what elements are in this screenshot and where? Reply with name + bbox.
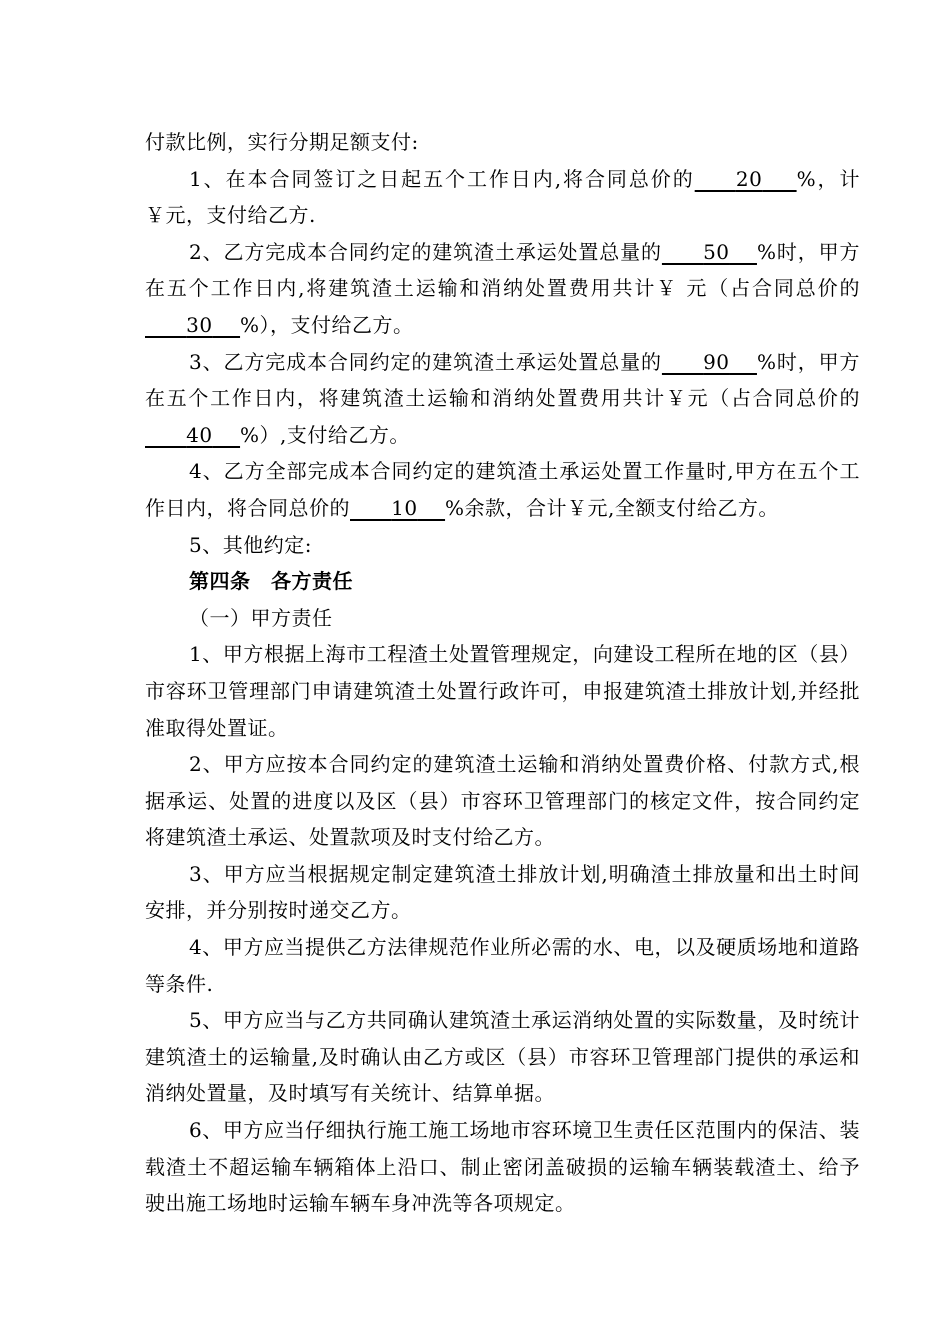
payment-item-4: [145, 453, 860, 526]
payment-item-1-text: 1、在本合同签订之日起五个工作日内,将合同总价的: [189, 166, 695, 191]
payment-item-2: [145, 234, 860, 344]
payment-item-4-text: 4、乙方全部完成本合同约定的建筑渣土承运处置工作量时,甲方在五个工作日内，将合同总价的: [145, 459, 860, 520]
payment-item-2-share: 30: [186, 312, 213, 337]
article-heading: 第四条 各方责任: [189, 569, 353, 594]
duty-item-5: 5、甲方应当与乙方共同确认建筑渣土承运消纳处置的实际数量，及时统计建筑渣土的运输量,及时确认由乙方或区（县）市容环卫管理部门提供的承运和消纳处置量，及时填写有关统计、结算单据。: [145, 1008, 860, 1106]
payment-item-1-tail: %，计￥元，支付给乙方.: [145, 166, 860, 228]
payment-item-3-share: 40: [186, 422, 213, 447]
duty-item-1: 1、甲方根据上海市工程渣土处置管理规定，向建设工程所在地的区（县）市容环卫管理部门申请建筑渣土处置行政许可，申报建筑渣土排放计划,并经批准取得处置证。: [145, 642, 860, 740]
payment-item-4-percent: 10: [391, 495, 418, 520]
duty-item-6: 6、甲方应当仔细执行施工施工场地市容环境卫生责任区范围内的保洁、装载渣土不超运输车辆箱体上沿口、制止密闭盖破损的运输车辆装载渣土、给予驶出施工场地时运输车辆车身冲洗等各项规定。: [145, 1118, 860, 1216]
payment-item-2-percent: 50: [703, 239, 730, 264]
duty-item-4: 4、甲方应当提供乙方法律规范作业所必需的水、电，以及硬质场地和道路等条件.: [145, 935, 860, 996]
payment-item-3-middle: %时，甲方在五个工作日内，将建筑渣土运输和消纳处置费用共计￥元（占合同总价的: [145, 349, 860, 411]
payment-item-2-text: 2、乙方完成本合同约定的建筑渣土承运处置总量的: [189, 239, 662, 264]
payment-item-4-tail: %余款，合计￥元,全额支付给乙方。: [445, 495, 779, 520]
payment-item-3-percent: 90: [703, 349, 730, 374]
duty-item-2: 2、甲方应按本合同约定的建筑渣土运输和消纳处置费价格、付款方式,根据承运、处置的进度以及区（县）市容环卫管理部门的核定文件，按合同约定将建筑渣土承运、处置款项及时支付给乙方。: [145, 752, 860, 850]
payment-item-2-tail: %），支付给乙方。: [240, 312, 414, 337]
intro-line: 付款比例，实行分期足额支付:: [145, 130, 419, 154]
payment-item-3: [145, 344, 860, 454]
payment-item-3-tail: %）,支付给乙方。: [240, 422, 410, 447]
document-page: [145, 124, 860, 1222]
payment-item-1-percent: 20: [735, 166, 763, 191]
payment-item-3-text: 3、乙方完成本合同约定的建筑渣土承运处置总量的: [189, 349, 662, 374]
payment-item-1: [145, 161, 860, 234]
section-subheading: （一）甲方责任: [189, 605, 333, 630]
payment-item-2-middle: %时，甲方在五个工作日内,将建筑渣土运输和消纳处置费用共计￥ 元（占合同总价的: [145, 239, 860, 301]
duty-item-3: 3、甲方应当根据规定制定建筑渣土排放计划,明确渣土排放量和出土时间安排，并分别按时递交乙方。: [145, 861, 860, 923]
payment-item-5: 5、其他约定:: [189, 532, 312, 557]
